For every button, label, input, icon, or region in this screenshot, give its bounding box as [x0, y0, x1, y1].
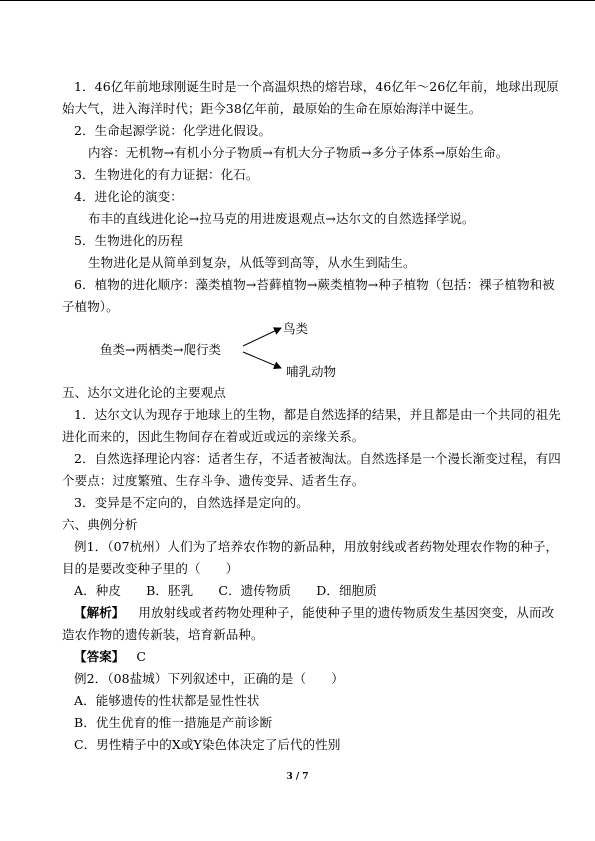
- example-1-options: A．种皮 B．胚乳 C．遗传物质 D．细胞质: [74, 583, 377, 598]
- analysis-text: 用放射线或者药物处理种子，能使种子里的遗传物质发生基因突变，从而改: [138, 605, 555, 620]
- darwin-point-1-line-1: 1．达尔文认为现存于地球上的生物，都是自然选择的结果，并且都是由一个共同的祖先: [74, 407, 561, 422]
- answer-value: C: [136, 649, 147, 664]
- paragraph-4-content: 布丰的直线进化论→拉马克的用进废退观点→达尔文的自然选择学说。: [88, 211, 475, 226]
- darwin-point-3: 3．变异是不定向的，自然选择是定向的。: [74, 495, 309, 510]
- section-5-heading: 五、达尔文进化论的主要观点: [62, 385, 226, 400]
- example-1-line-2: 目的是要改变种子里的（ ）: [62, 561, 239, 576]
- paragraph-4: 4．进化论的演变：: [74, 189, 183, 204]
- page-number: 3 / 7: [286, 772, 309, 782]
- darwin-point-1-line-2: 进化而来的，因此生物间存在着或近或远的亲缘关系。: [62, 429, 365, 444]
- example-2-option-b: B．优生优育的惟一措施是产前诊断: [74, 715, 273, 730]
- example-1-analysis-line-2: 造农作物的遗传新装，培育新品种。: [62, 627, 264, 642]
- example-1-line-1: 例1．（07杭州）人们为了培养农作物的新品种，用放射线或者药物处理农作物的种子，: [74, 539, 559, 554]
- darwin-point-2-line-2: 个要点：过度繁殖、生存斗争、遗传变异、适者生存。: [62, 473, 365, 488]
- paragraph-1-line-1: 1．46亿年前地球刚诞生时是一个高温炽热的熔岩球，46亿年～26亿年前，地球出现原: [74, 79, 559, 94]
- paragraph-1-line-2: 始大气，进入海洋时代；距今38亿年前，最原始的生命在原始海洋中诞生。: [62, 101, 482, 116]
- animal-chain-mammals: 哺乳动物: [286, 364, 337, 379]
- arrow-to-birds: [243, 328, 281, 346]
- example-2-question: 例2．（08盐城）下列叙述中，正确的是（ ）: [74, 671, 344, 686]
- paragraph-6-line-2: 子植物）。: [62, 299, 119, 314]
- example-2-option-c: C．男性精子中的X或Y染色体决定了后代的性别: [74, 737, 341, 752]
- animal-chain-birds: 鸟类: [283, 321, 309, 336]
- analysis-tag: 【解析】: [74, 605, 125, 620]
- arrow-to-mammals: [243, 352, 281, 368]
- paragraph-6-line-1: 6．植物的进化顺序：藻类植物→苔藓植物→蕨类植物→种子植物（包括：裸子植物和被: [74, 277, 555, 292]
- section-6-heading: 六、典例分析: [62, 517, 138, 532]
- paragraph-5: 5．生物进化的历程: [74, 233, 183, 248]
- example-2-option-a: A．能够遗传的性状都是显性性状: [74, 693, 260, 708]
- animal-chain-main: 鱼类→两栖类→爬行类: [100, 342, 221, 357]
- answer-tag: 【答案】: [74, 649, 125, 664]
- paragraph-2: 2．生命起源学说：化学进化假设。: [74, 123, 272, 138]
- paragraph-3: 3．生物进化的有力证据：化石。: [74, 167, 259, 182]
- paragraph-2-content: 内容：无机物→有机小分子物质→有机大分子物质→多分子体系→原始生命。: [88, 145, 509, 160]
- paragraph-5-content: 生物进化是从简单到复杂，从低等到高等，从水生到陆生。: [88, 255, 416, 270]
- darwin-point-2-line-1: 2．自然选择理论内容：适者生存，不适者被淘汰。自然选择是一个漫长渐变过程，有四: [74, 451, 561, 466]
